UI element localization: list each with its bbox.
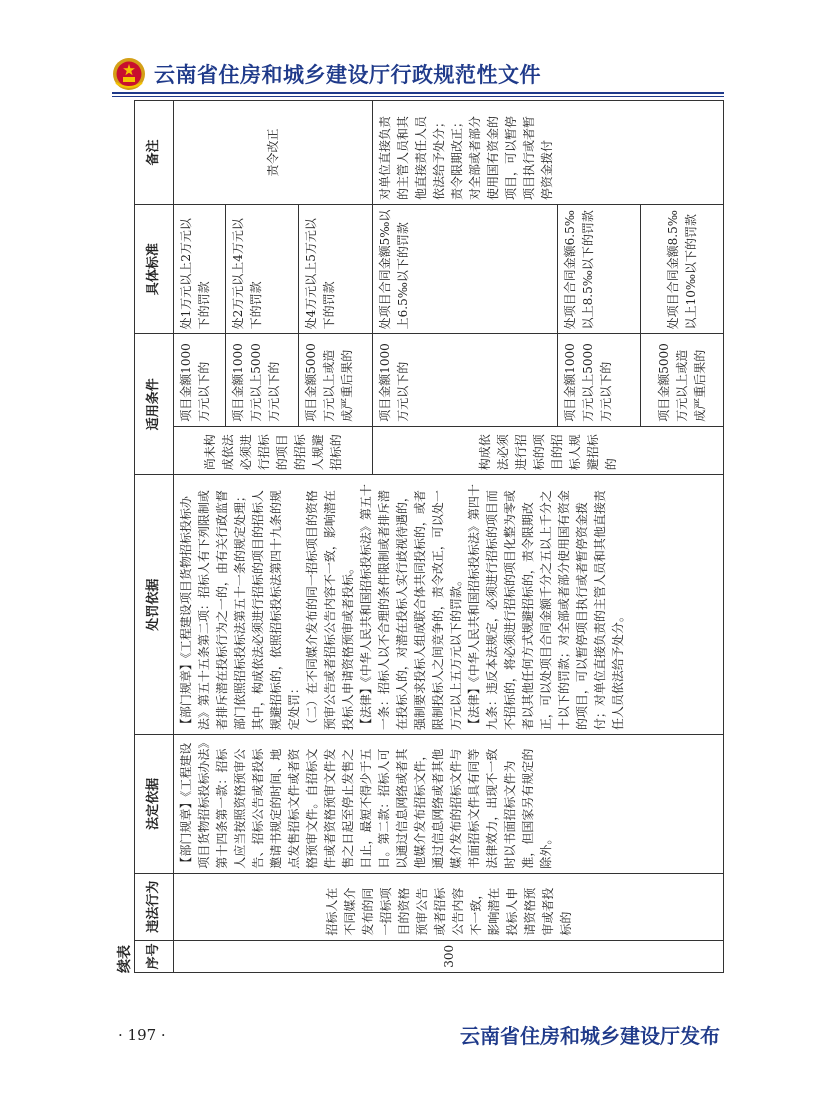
cell-note-a: 责令改正 — [174, 101, 373, 205]
header-divider — [112, 92, 724, 94]
punish-paragraph-2: （二）在不同媒介发布的同一招标项目的资格预审公告或者招标公告内容不一致，影响潜在投标人申请资格预审或者投标。 — [305, 490, 355, 731]
header-seq: 序号 — [135, 940, 174, 972]
cell-basis: 【部门规章】《工程建设项目货物招标投标办法》第十四条第一款：招标人应当按照资格预审公告、招标公告或者投标邀请书规定的时间、地点发售招标文件或者资格预审文件。自招标文件或者资格预审文件发售之日起至停止发售之日止，最短不得少于五日。第二款：招标人可以通过信息网络或者其他媒介发布招标文件，通过信息网络或者其他媒介发布的招标文件与书面招标文件具有同等法律效力，出现不一致时以书面招标文件为准，但国家另有规定的除外。 — [174, 735, 724, 874]
cell-cond-a1: 项目金额1000万元以下的 — [174, 334, 226, 426]
continued-label: 续表 — [117, 945, 133, 973]
table-header-row — [135, 101, 174, 973]
cell-cond-group-b: 构成依法必须进行招标的项目的招标人规避招标的 — [372, 426, 723, 475]
cell-cond-b3: 项目金额5000万元以上或造成严重后果的 — [640, 334, 723, 426]
footer-publisher: 云南省住房和城乡建设厅发布 — [460, 1024, 720, 1048]
cell-cond-b1: 项目金额1000万元以下的 — [372, 334, 557, 426]
cell-cond-group-a: 尚未构成依法必须进行招标的项目的招标人规避招标的 — [174, 426, 373, 475]
cell-cond-b2: 项目金额1000万元以上5000万元以下的 — [557, 334, 640, 426]
cell-note-b: 对单位直接负责的主管人员和其他直接责任人员依法给予处分；责令限期改正；对全部或者部分使用国有资金的项目，可以暂停项目执行或者暂停资金拨付 — [372, 101, 723, 205]
cell-std-a2: 处2万元以上4万元以下的罚款 — [225, 205, 298, 334]
punish-paragraph-3: 【法律】《中华人民共和国招标投标法》第五十一条：招标人以不合理的条件限制或者排斥潜在投标人的，对潜在投标人实行歧视待遇的，强制要求投标人组成联合体共同投标的，或者限制投标人之间竞争的，责令改正，可以处一万元以上五万元以下的罚款。 — [359, 484, 463, 731]
cell-seq: 300 — [174, 940, 724, 972]
cell-cond-a3: 项目金额5000万元以上或造成严重后果的 — [299, 334, 372, 426]
punish-paragraph-1: 【部门规章】《工程建设项目货物招标投标办法》第五十五条第二项：招标人有下列限制或者排斥潜在投标行为之一的，由有关行政监督部门依照招标投标法第五十一条的规定处理；其中，构成依法必须进行招标的项目的招标人规避招标的，依照招标投标法第四十九条的规定处罚： — [179, 490, 301, 731]
header-note: 备注 — [135, 101, 174, 205]
header-std: 具体标准 — [135, 205, 174, 334]
document-header-title: 云南省住房和城乡建设厅行政规范性文件 — [154, 63, 541, 87]
page-number: · 197 · — [118, 1026, 166, 1044]
cell-punish — [174, 475, 724, 735]
penalty-table — [134, 100, 724, 973]
rotated-table-area — [114, 100, 726, 973]
cell-cond-a2: 项目金额1000万元以上5000万元以下的 — [225, 334, 298, 426]
cell-act: 招标人在不同媒介发布的同一招标项目的资格预审公告或者招标公告内容不一致，影响潜在投标人申请资格预审或者投标的 — [174, 873, 724, 940]
cell-std-b1: 处项目合同金额5‰以上6.5‰以下的罚款 — [372, 205, 557, 334]
cell-std-b3: 处项目合同金额8.5‰以上10‰以下的罚款 — [640, 205, 723, 334]
document-header — [112, 55, 752, 95]
header-cond: 适用条件 — [135, 334, 174, 475]
punish-paragraph-4: 【法律】《中华人民共和国招标投标法》第四十九条：违反本法规定，必须进行招标的项目而不招标的，将必须进行招标的项目化整为零或者以其他任何方式规避招标的，责令限期改正，可以处项目合同金额千分之五以上千分之十以下的罚款；对全部或者部分使用国有资金的项目，可以暂停项目执行或者暂停资金拨付；对单位直接负责的主管人员和其他直接责任人员依法给予处分。 — [467, 484, 625, 731]
header-divider-thin — [112, 96, 724, 97]
national-emblem-icon — [112, 57, 146, 91]
cell-std-b2: 处项目合同金额6.5‰以上8.5‰以下的罚款 — [557, 205, 640, 334]
cell-std-a1: 处1万元以上2万元以下的罚款 — [174, 205, 226, 334]
header-act: 违法行为 — [135, 873, 174, 940]
header-punish: 处罚依据 — [135, 475, 174, 735]
cell-std-a3: 处4万元以上5万元以下的罚款 — [299, 205, 372, 334]
table-row — [174, 101, 226, 973]
header-basis: 法定依据 — [135, 735, 174, 874]
